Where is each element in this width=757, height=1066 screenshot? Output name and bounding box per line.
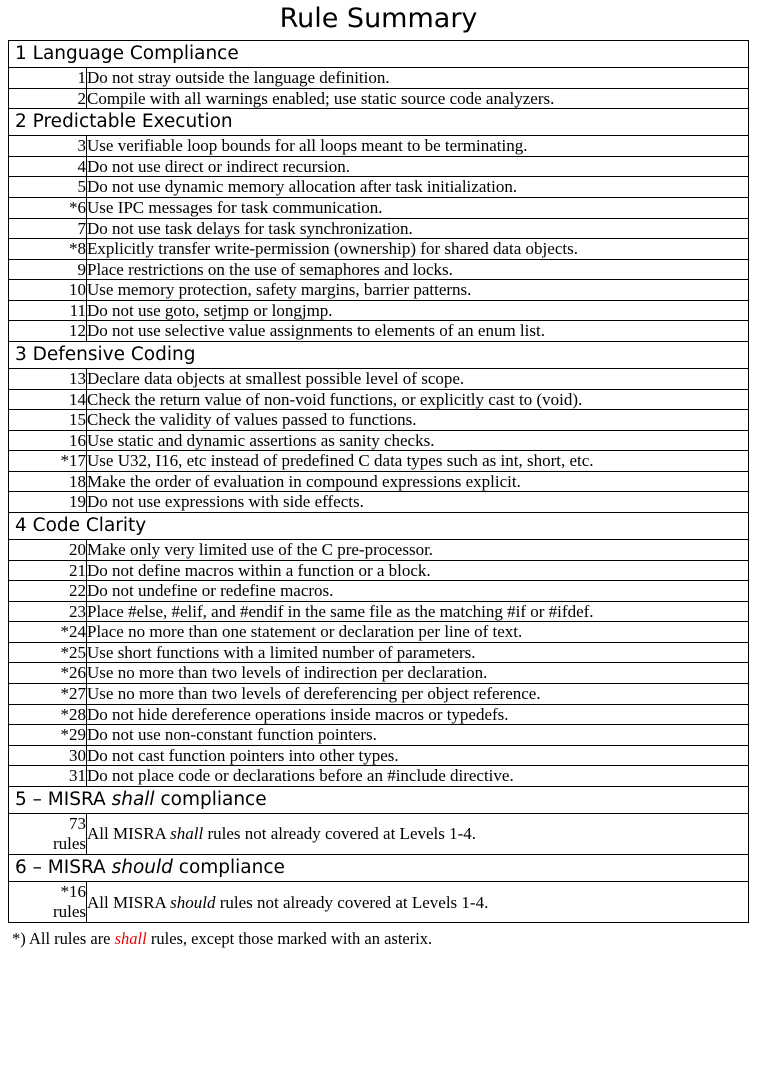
rule-number: 18: [9, 471, 87, 492]
rule-count: [9, 882, 87, 923]
table-row: [9, 704, 749, 725]
rule-number: 19: [9, 492, 87, 513]
table-row: [9, 197, 749, 218]
section-heading-6-emphasis: should: [111, 857, 173, 879]
footnote-emphasis: shall: [114, 929, 147, 949]
table-row: [9, 156, 749, 177]
table-row: [9, 492, 749, 513]
table-row: [9, 471, 749, 492]
rule-number: *6: [9, 197, 87, 218]
rule-count-unit: rules: [52, 834, 86, 854]
rule-number: *27: [9, 683, 87, 704]
rule-number: 10: [9, 280, 87, 301]
rule-text-prefix: All MISRA: [87, 892, 171, 912]
table-row: [9, 766, 749, 787]
table-row: [9, 88, 749, 109]
table-row: [9, 560, 749, 581]
section-heading-6-prefix: 6 – MISRA: [15, 857, 112, 879]
table-row: [9, 259, 749, 280]
table-row: [9, 601, 749, 622]
rule-text: Do not stray outside the language definition.: [87, 67, 749, 88]
table-row: [9, 410, 749, 431]
rule-text: Use short functions with a limited number of parameters.: [87, 642, 749, 663]
rule-text: Do not use selective value assignments to elements of an enum list.: [87, 321, 749, 342]
rule-text: Do not undefine or redefine macros.: [87, 581, 749, 602]
rule-number: 3: [9, 136, 87, 157]
section-heading-row: [9, 855, 749, 882]
rule-number: 11: [9, 300, 87, 321]
rule-text: Explicitly transfer write-permission (ownership) for shared data objects.: [87, 239, 749, 260]
rule-text: Do not use dynamic memory allocation after task initialization.: [87, 177, 749, 198]
rule-text: Use memory protection, safety margins, barrier patterns.: [87, 280, 749, 301]
rule-number: *8: [9, 239, 87, 260]
rule-text: Place restrictions on the use of semaphores and locks.: [87, 259, 749, 280]
rule-text: Check the validity of values passed to functions.: [87, 410, 749, 431]
rule-text: Use IPC messages for task communication.: [87, 197, 749, 218]
table-row: [9, 430, 749, 451]
section-heading-5-prefix: 5 – MISRA: [15, 788, 112, 810]
rule-text: Do not use direct or indirect recursion.: [87, 156, 749, 177]
rule-count-value: 73: [69, 813, 86, 833]
rule-number: *28: [9, 704, 87, 725]
rule-text: Declare data objects at smallest possible level of scope.: [87, 369, 749, 390]
table-row: [9, 451, 749, 472]
rule-number: 16: [9, 430, 87, 451]
rule-number: *26: [9, 663, 87, 684]
section-heading-6: [9, 855, 749, 882]
rule-number: 5: [9, 177, 87, 198]
rule-number: 31: [9, 766, 87, 787]
table-row: [9, 882, 749, 923]
section-heading-row: [9, 341, 749, 368]
rule-text-emphasis: should: [170, 892, 216, 912]
section-heading-2: 2 Predictable Execution: [9, 109, 749, 136]
table-row: [9, 581, 749, 602]
table-row: [9, 218, 749, 239]
rule-number: *17: [9, 451, 87, 472]
section-heading-row: [9, 40, 749, 67]
table-row: [9, 239, 749, 260]
rule-text: Use verifiable loop bounds for all loops meant to be terminating.: [87, 136, 749, 157]
rule-number: 2: [9, 88, 87, 109]
rule-text: Do not place code or declarations before an #include directive.: [87, 766, 749, 787]
rule-text: [87, 882, 749, 923]
rule-text: Place no more than one statement or declaration per line of text.: [87, 622, 749, 643]
section-heading-row: [9, 109, 749, 136]
rule-number: 23: [9, 601, 87, 622]
table-row: [9, 67, 749, 88]
rule-text-suffix: rules not already covered at Levels 1-4.: [215, 892, 489, 912]
rule-number: 30: [9, 745, 87, 766]
rule-number: *25: [9, 642, 87, 663]
section-heading-4: 4 Code Clarity: [9, 512, 749, 539]
rule-text: Make only very limited use of the C pre-processor.: [87, 540, 749, 561]
table-row: [9, 642, 749, 663]
rule-text: Do not hide dereference operations inside macros or typedefs.: [87, 704, 749, 725]
table-row: [9, 136, 749, 157]
table-row: [9, 280, 749, 301]
rule-text: Place #else, #elif, and #endif in the same file as the matching #if or #ifdef.: [87, 601, 749, 622]
page-title: Rule Summary: [279, 3, 478, 34]
rule-count: [9, 813, 87, 854]
section-heading-6-suffix: compliance: [172, 857, 285, 879]
table-row: [9, 813, 749, 854]
table-row: [9, 177, 749, 198]
table-row: [9, 683, 749, 704]
rule-number: 9: [9, 259, 87, 280]
rule-text: Do not define macros within a function or a block.: [87, 560, 749, 581]
rule-number: 7: [9, 218, 87, 239]
rule-text: [87, 813, 749, 854]
rule-text-suffix: rules not already covered at Levels 1-4.: [203, 824, 477, 844]
rule-text: Use no more than two levels of dereferencing per object reference.: [87, 683, 749, 704]
footnote-prefix: *) All rules are: [12, 929, 115, 949]
rule-number: *24: [9, 622, 87, 643]
rule-text: Do not use non-constant function pointers.: [87, 725, 749, 746]
table-row: [9, 389, 749, 410]
rule-text: Check the return value of non-void functions, or explicitly cast to (void).: [87, 389, 749, 410]
footnote-suffix: rules, except those marked with an asterix.: [146, 929, 433, 949]
rule-number: 14: [9, 389, 87, 410]
rule-text: Do not use task delays for task synchronization.: [87, 218, 749, 239]
rule-text: Use U32, I16, etc instead of predefined C data types such as int, short, etc.: [87, 451, 749, 472]
rule-number: 22: [9, 581, 87, 602]
section-heading-1: 1 Language Compliance: [9, 40, 749, 67]
rule-number: 21: [9, 560, 87, 581]
rule-text: Use static and dynamic assertions as sanity checks.: [87, 430, 749, 451]
rule-text: Do not cast function pointers into other types.: [87, 745, 749, 766]
rule-number: 13: [9, 369, 87, 390]
section-heading-3: 3 Defensive Coding: [9, 341, 749, 368]
table-row: [9, 725, 749, 746]
rule-text-emphasis: shall: [170, 824, 204, 844]
rule-text: Use no more than two levels of indirection per declaration.: [87, 663, 749, 684]
section-heading-5-emphasis: shall: [111, 788, 155, 810]
rule-text: Compile with all warnings enabled; use static source code analyzers.: [87, 88, 749, 109]
rule-text: Do not use expressions with side effects.: [87, 492, 749, 513]
table-row: [9, 663, 749, 684]
rule-number: 1: [9, 67, 87, 88]
rule-text: Make the order of evaluation in compound expressions explicit.: [87, 471, 749, 492]
section-heading-row: [9, 786, 749, 813]
section-heading-5-suffix: compliance: [154, 788, 267, 810]
rule-number: *29: [9, 725, 87, 746]
rule-number: 15: [9, 410, 87, 431]
footnote: [8, 923, 749, 949]
table-row: [9, 622, 749, 643]
section-heading-5: [9, 786, 749, 813]
table-row: [9, 369, 749, 390]
table-row: [9, 540, 749, 561]
section-heading-row: [9, 512, 749, 539]
rule-number: 4: [9, 156, 87, 177]
table-row: [9, 745, 749, 766]
rule-text: Do not use goto, setjmp or longjmp.: [87, 300, 749, 321]
rule-summary-table: [8, 40, 749, 924]
rule-count-value: *16: [60, 882, 86, 902]
rule-number: 20: [9, 540, 87, 561]
rule-count-unit: rules: [52, 902, 86, 922]
rule-number: 12: [9, 321, 87, 342]
table-row: [9, 321, 749, 342]
rule-text-prefix: All MISRA: [87, 824, 171, 844]
table-row: [9, 300, 749, 321]
